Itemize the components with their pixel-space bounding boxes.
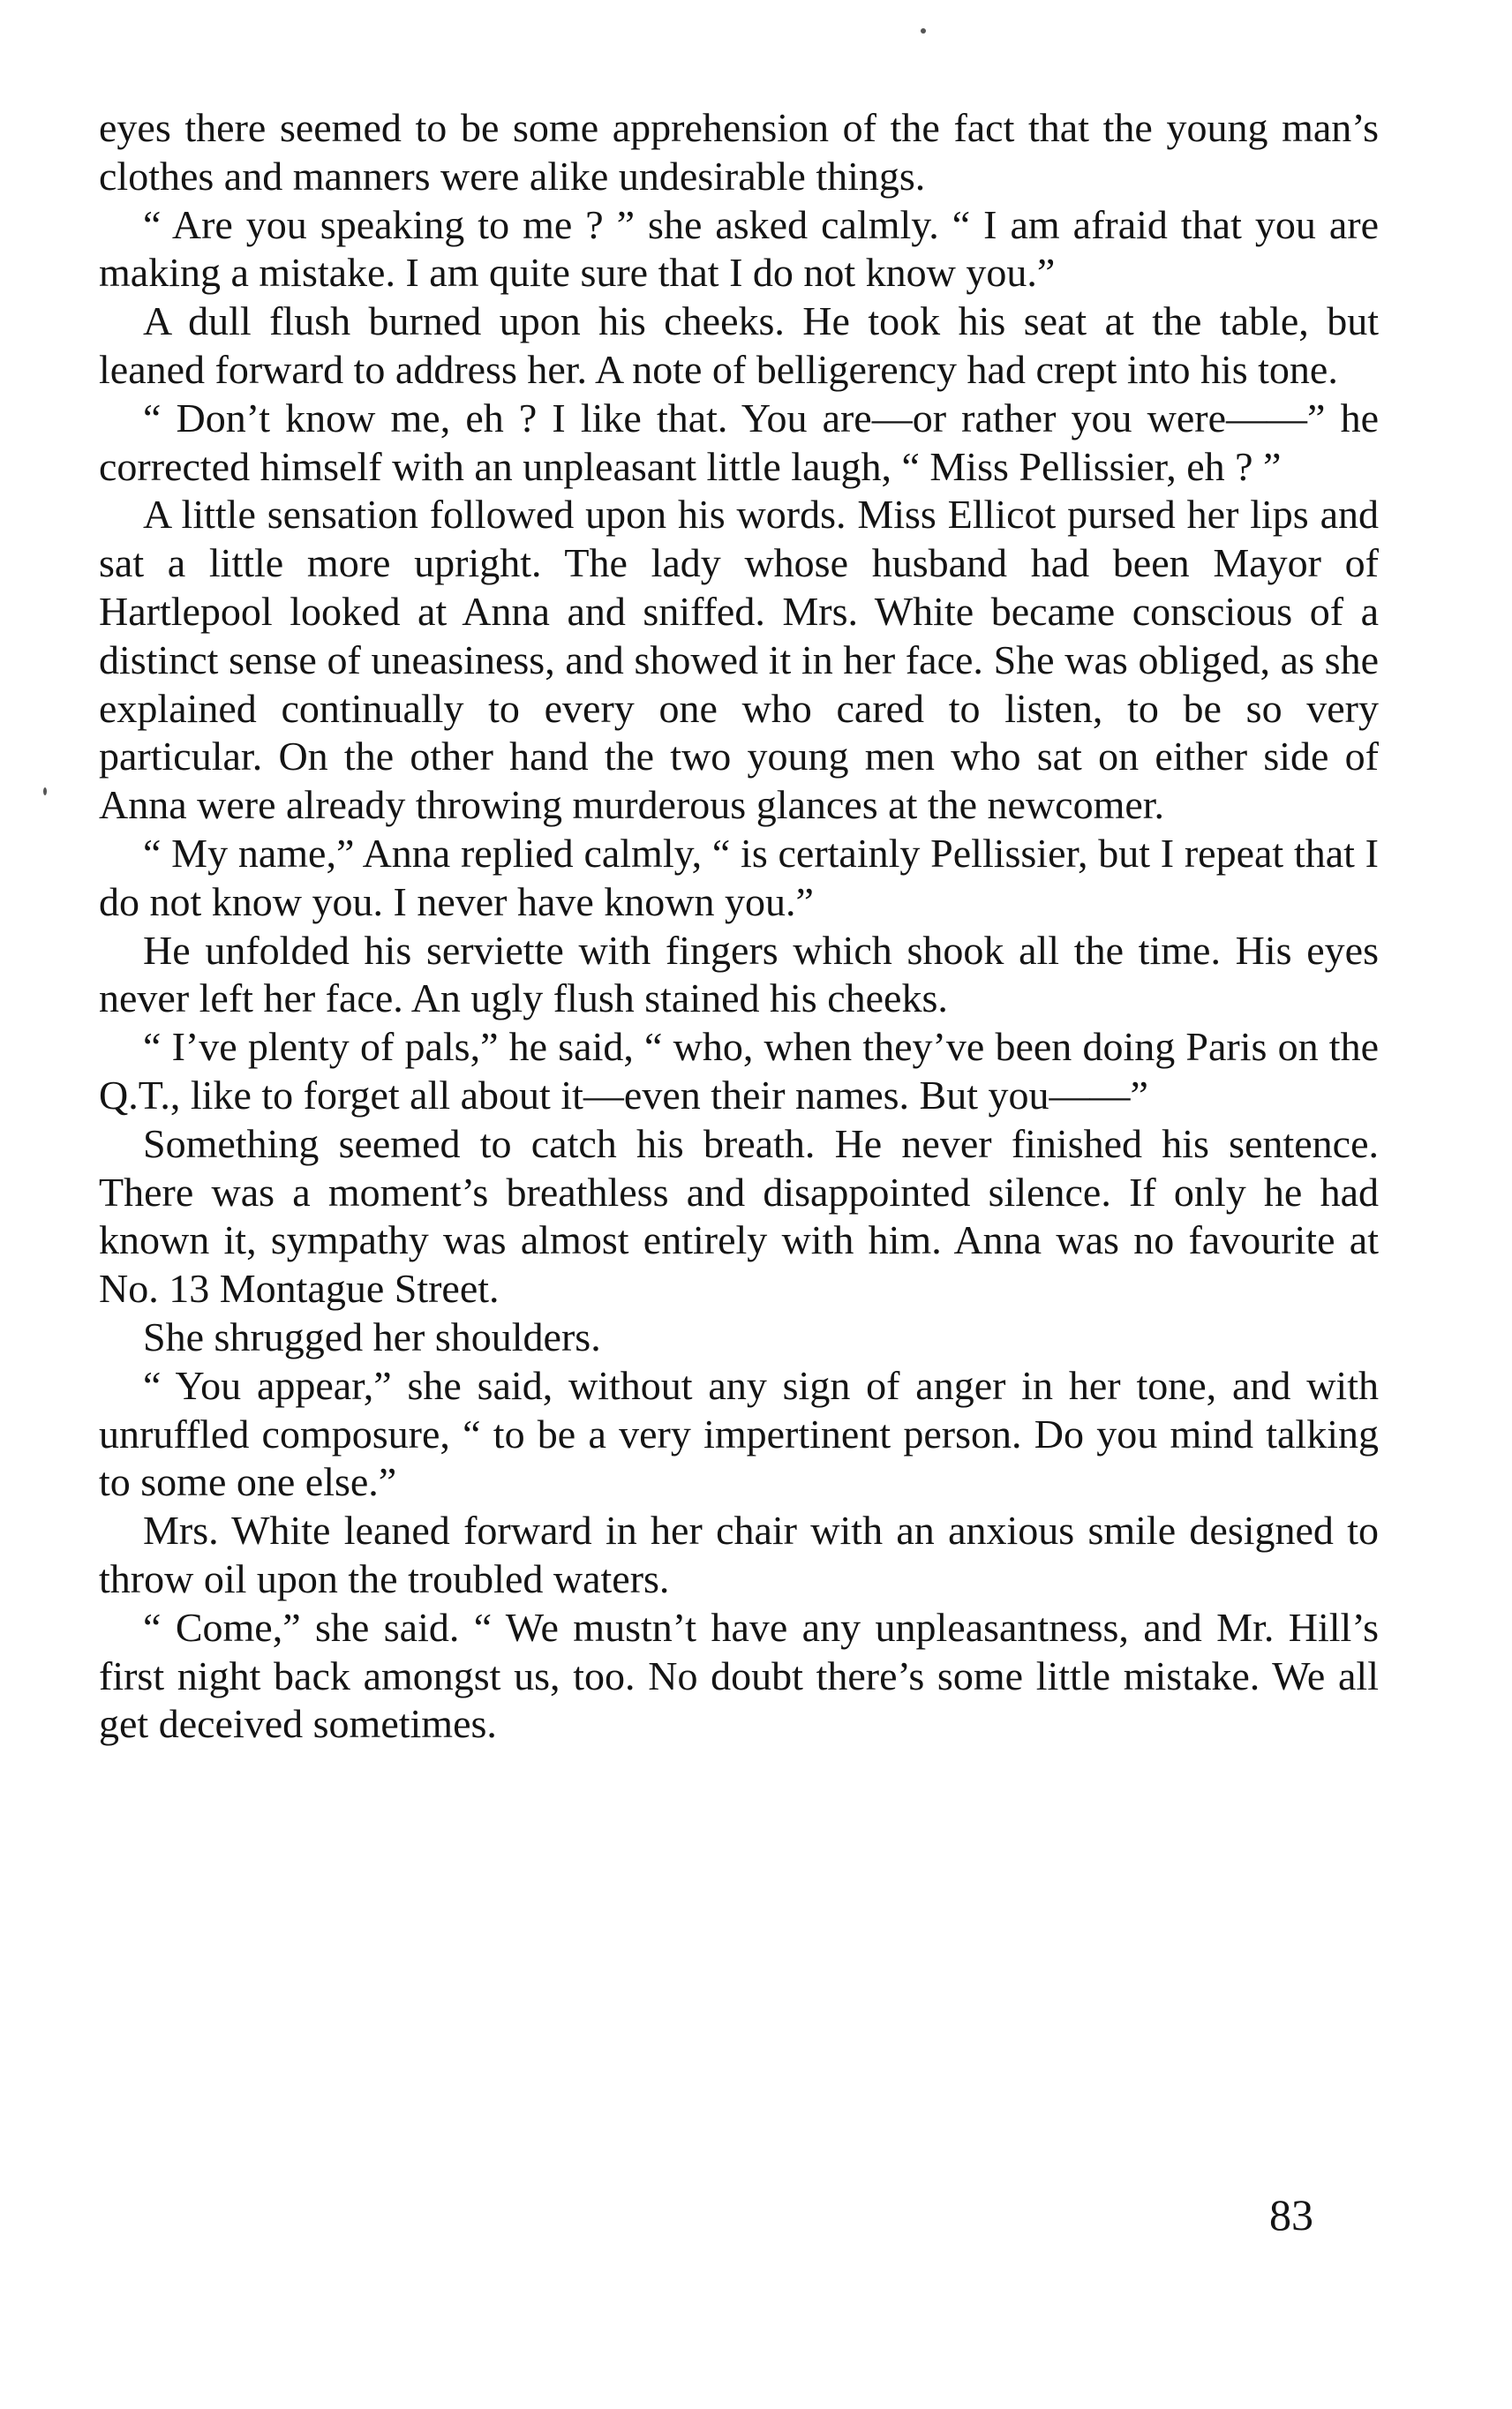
paragraph: She shrugged her shoulders. [143, 1314, 601, 1359]
paragraph: A dull flush burned upon his cheeks. He took his seat at the table, but leaned forward to address her. A note of belligerency had crept into his tone. [99, 298, 1379, 392]
paragraph: “ Don’t know me, eh ? I like that. You are—or rather you were——” he corrected himself with an unpleasant little laugh, “ Miss Pellissier, eh ? ” [99, 395, 1379, 489]
paragraph: Something seemed to catch his breath. He never finished his sentence. There was a moment’s breathless and disappointed silence. If only he had known it, sympathy was almost entirely with him. Anna was no favourite at No. 13 Montague Street. [99, 1120, 1379, 1312]
paragraph: A little sensation followed upon his words. Miss Ellicot pursed her lips and sat a little more upright. The lady whose husband had been Mayor of Hartlepool looked at Anna and sniffed. Mrs. White became conscious of a distinct sense of uneasiness, and showed it in her face. She was obliged, as she explained continually to every one who cared to listen, to be so very particular. On the other hand the two young men who sat on either side of Anna were already throwing murderous glances at the newcomer. [99, 492, 1379, 828]
paragraph: “ My name,” Anna replied calmly, “ is certainly Pellissier, but I repeat that I do not know you. I never have known you.” [99, 830, 1379, 924]
page-number: 83 [1269, 2190, 1313, 2240]
paragraph: “ I’ve plenty of pals,” he said, “ who, when they’ve been doing Paris on the Q.T., like to forget all about it—even their names. But you——” [99, 1024, 1379, 1118]
paragraph: eyes there seemed to be some apprehension of the fact that the young man’s clothes and manners were alike undesirable things. [99, 105, 1379, 199]
paragraph: “ Are you speaking to me ? ” she asked calmly. “ I am afraid that you are making a mistake. I am quite sure that I do not know you.” [99, 201, 1379, 296]
paragraph: Mrs. White leaned forward in her chair with an anxious smile designed to throw oil upon the troubled waters. [99, 1508, 1379, 1601]
ink-speck [43, 787, 47, 795]
ink-speck [921, 28, 926, 34]
paragraph: He unfolded his serviette with fingers which shook all the time. His eyes never left her face. An ugly flush stained his cheeks. [99, 927, 1379, 1021]
paragraph: “ You appear,” she said, without any sign of anger in her tone, and with unruffled composure, “ to be a very impertinent person. Do you mind talking to some one else.” [99, 1362, 1379, 1505]
body-text [99, 104, 1379, 1749]
paragraph: “ Come,” she said. “ We mustn’t have any unpleasantness, and Mr. Hill’s first night back amongst us, too. No doubt there’s some little mistake. We all get deceived sometimes. [99, 1604, 1379, 1747]
